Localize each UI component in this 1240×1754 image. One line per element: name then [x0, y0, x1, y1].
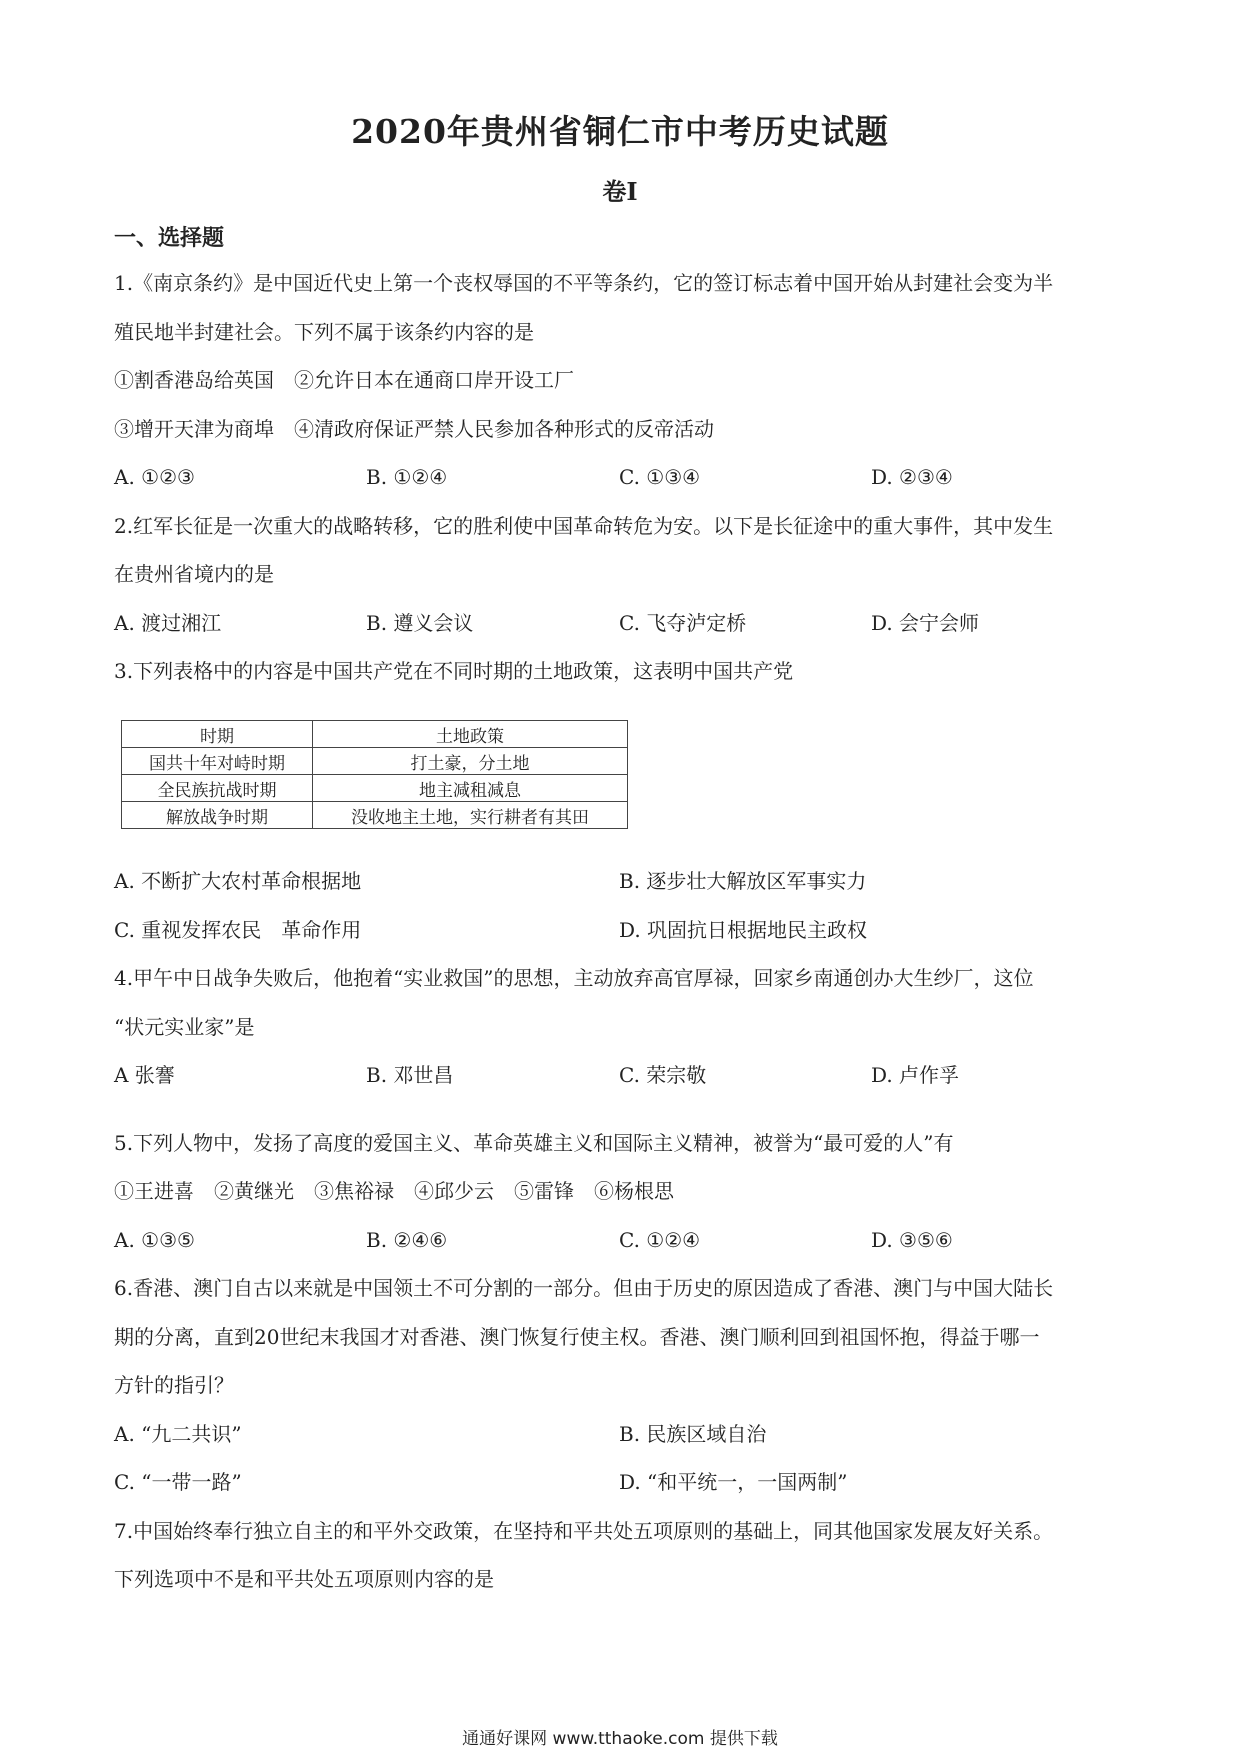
q4-stem-line2: “状元实业家”是 — [114, 1015, 255, 1039]
q5-option-c: C. ①②④ — [619, 1228, 701, 1252]
q3-option-b: B. 逐步壮大解放区军事实力 — [619, 869, 867, 893]
q4-stem-line1: 4.甲午中日战争失败后，他抱着“实业救国”的思想，主动放弃高官厚禄，回家乡南通创办大生纱厂，这位 — [114, 966, 1034, 990]
table-cell-policy: 没收地主土地，实行耕者有其田 — [313, 802, 628, 829]
q3-option-c: C. 重视发挥农民 革命作用 — [114, 918, 362, 942]
q1-option-a: A. ①②③ — [114, 465, 195, 489]
q5-option-a: A. ①③⑤ — [114, 1228, 195, 1252]
q1-items-line1: ①割香港岛给英国 ②允许日本在通商口岸开设工厂 — [114, 368, 574, 392]
q6-option-b: B. 民族区域自治 — [619, 1422, 767, 1446]
q3-stem-line1: 3.下列表格中的内容是中国共产党在不同时期的土地政策，这表明中国共产党 — [114, 659, 794, 683]
q4-option-b: B. 邓世昌 — [366, 1063, 454, 1087]
q2-option-b: B. 遵义会议 — [366, 611, 474, 635]
table-cell-policy: 打土豪，分土地 — [313, 748, 628, 775]
q5-option-b: B. ②④⑥ — [366, 1228, 448, 1252]
table-header-period: 时期 — [122, 721, 313, 748]
q3-option-a: A. 不断扩大农村革命根据地 — [114, 869, 362, 893]
table-header-row — [122, 721, 628, 748]
q6-option-c: C. “一带一路” — [114, 1470, 242, 1494]
q2-option-d: D. 会宁会师 — [871, 611, 980, 635]
q1-stem-line2: 殖民地半封建社会。下列不属于该条约内容的是 — [114, 320, 534, 344]
page-title: 2020年贵州省铜仁市中考历史试题 — [351, 112, 889, 151]
table-row — [122, 775, 628, 802]
table-row — [122, 748, 628, 775]
q1-option-c: C. ①③④ — [619, 465, 701, 489]
q6-stem-line1: 6.香港、澳门自古以来就是中国领土不可分割的一部分。但由于历史的原因造成了香港、澳门与中国大陆长 — [114, 1276, 1054, 1300]
q6-stem-line3: 方针的指引？ — [114, 1373, 234, 1397]
q7-stem-line1: 7.中国始终奉行独立自主的和平外交政策，在坚持和平共处五项原则的基础上，同其他国家发展友好关系。 — [114, 1519, 1054, 1543]
q1-items-line2: ③增开天津为商埠 ④清政府保证严禁人民参加各种形式的反帝活动 — [114, 417, 714, 441]
q2-option-c: C. 飞夺泸定桥 — [619, 611, 747, 635]
table-cell-period: 全民族抗战时期 — [122, 775, 313, 802]
q4-option-c: C. 荣宗敬 — [619, 1063, 707, 1087]
q1-option-b: B. ①②④ — [366, 465, 448, 489]
table-header-policy: 土地政策 — [313, 721, 628, 748]
q2-stem-line2: 在贵州省境内的是 — [114, 562, 274, 586]
q6-stem-line2: 期的分离，直到20世纪末我国才对香港、澳门恢复行使主权。香港、澳门顺利回到祖国怀抱，得益于哪一 — [114, 1325, 1040, 1349]
q2-option-a: A. 渡过湘江 — [114, 611, 222, 635]
q4-option-d: D. 卢作孚 — [871, 1063, 960, 1087]
paper-subtitle: 卷I — [602, 177, 638, 206]
table-cell-period: 解放战争时期 — [122, 802, 313, 829]
section-heading: 一、选择题 — [114, 226, 225, 251]
table-cell-policy: 地主减租减息 — [313, 775, 628, 802]
q3-option-d: D. 巩固抗日根据地民主政权 — [619, 918, 868, 942]
q6-option-a: A. “九二共识” — [114, 1422, 242, 1446]
table-row — [122, 802, 628, 829]
q5-option-d: D. ③⑤⑥ — [871, 1228, 953, 1252]
q7-stem-line2: 下列选项中不是和平共处五项原则内容的是 — [114, 1567, 494, 1591]
land-policy-table — [121, 720, 628, 829]
table-cell-period: 国共十年对峙时期 — [122, 748, 313, 775]
q4-option-a: A 张謇 — [114, 1063, 175, 1087]
page-footer: 通通好课网 www.tthaoke.com 提供下载 — [462, 1729, 778, 1749]
q1-stem-line1: 1.《南京条约》是中国近代史上第一个丧权辱国的不平等条约，它的签订标志着中国开始从封建社会变为半 — [114, 271, 1054, 295]
q6-option-d: D. “和平统一，一国两制” — [619, 1470, 848, 1494]
q1-option-d: D. ②③④ — [871, 465, 953, 489]
q5-items-line: ①王进喜 ②黄继光 ③焦裕禄 ④邱少云 ⑤雷锋 ⑥杨根思 — [114, 1179, 674, 1203]
q5-stem-line1: 5.下列人物中，发扬了高度的爱国主义、革命英雄主义和国际主义精神，被誉为“最可爱的人”有 — [114, 1131, 954, 1155]
q2-stem-line1: 2.红军长征是一次重大的战略转移，它的胜利使中国革命转危为安。以下是长征途中的重大事件，其中发生 — [114, 514, 1054, 538]
